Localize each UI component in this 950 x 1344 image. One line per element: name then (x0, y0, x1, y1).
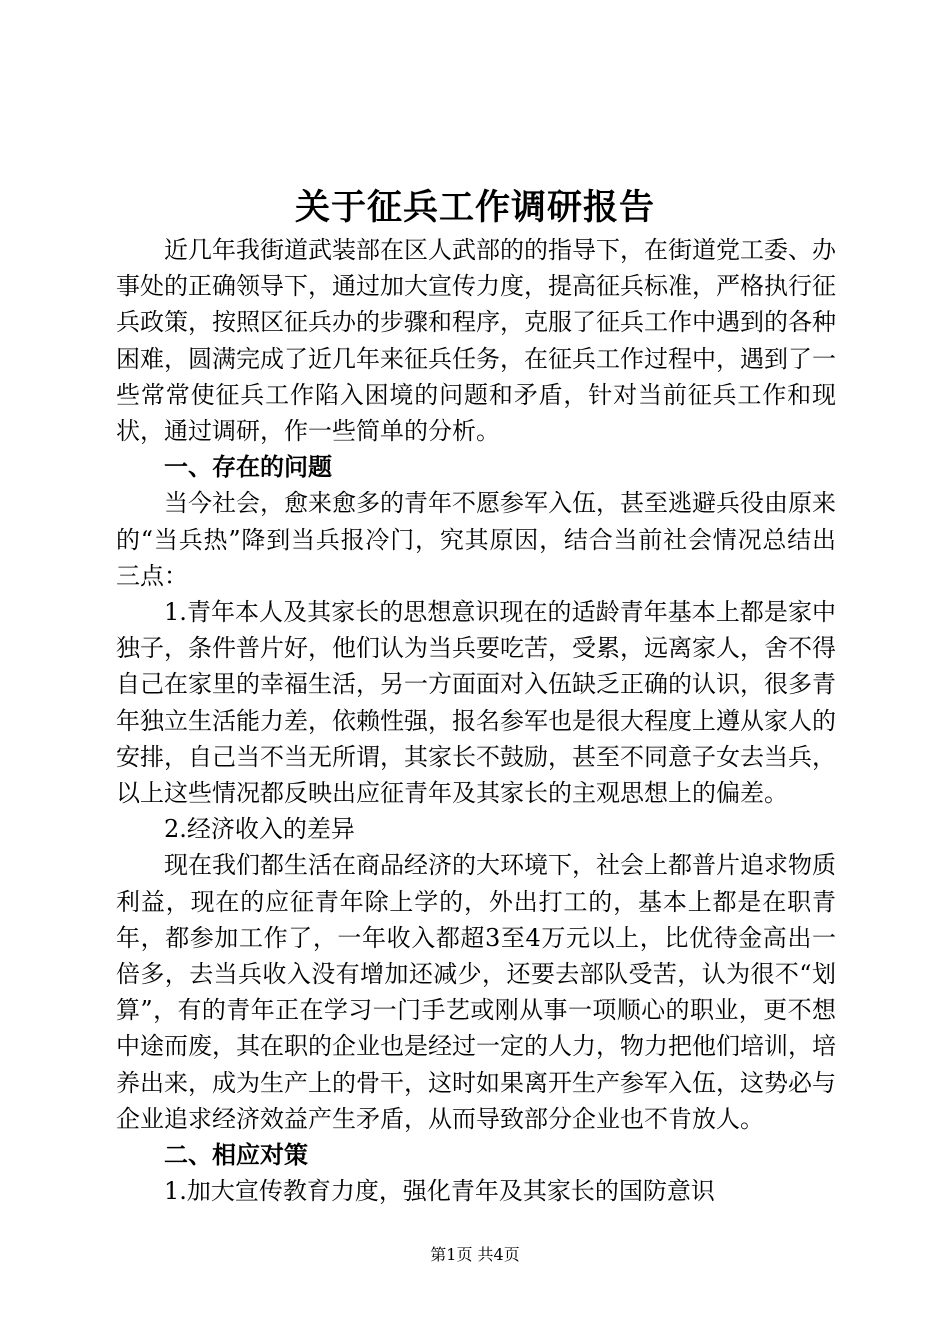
problem-point-1: 1.青年本人及其家长的思想意识现在的适龄青年基本上都是家中独子，条件普片好，他们认为当兵要吃苦，受累，远离家人，舍不得自己在家里的幸福生活，另一方面面对入伍缺乏正确的认识，很多青年独立生活能力差，依赖性强，报名参军也是很大程度上遵从家人的安排，自己当不当无所谓，其家长不鼓励，甚至不同意子女去当兵，以上这些情况都反映出应征青年及其家长的主观思想上的偏差。 (116, 598, 836, 808)
page-footer: 第1页 共4页 (430, 1245, 520, 1264)
document-body (116, 232, 836, 1209)
intro-paragraph: 近几年我街道武装部在区人武部的的指导下，在街道党工委、办事处的正确领导下，通过加大宣传力度，提高征兵标准，严格执行征兵政策，按照区征兵办的步骤和程序，克服了征兵工作中遇到的各种困难，圆满完成了近几年来征兵任务，在征兵工作过程中，遇到了一些常常使征兵工作陷入困境的问题和矛盾，针对当前征兵工作和现状，通过调研，作一些简单的分析。 (116, 236, 836, 446)
problem-point-2-title: 2.经济收入的差异 (164, 815, 355, 844)
problems-lead-paragraph: 当今社会，愈来愈多的青年不愿参军入伍，甚至逃避兵役由原来的“当兵热”降到当兵报冷门，究其原因，结合当前社会情况总结出三点： (116, 489, 836, 590)
countermeasure-point-1-title: 1.加大宣传教育力度，强化青年及其家长的国防意识 (164, 1177, 715, 1206)
document-title: 关于征兵工作调研报告 (294, 188, 655, 228)
section-heading-countermeasures: 二、相应对策 (164, 1141, 308, 1170)
section-heading-problems: 一、存在的问题 (164, 453, 332, 482)
problem-point-2-body: 现在我们都生活在商品经济的大环境下，社会上都普片追求物质利益，现在的应征青年除上学的，外出打工的，基本上都是在职青年，都参加工作了，一年收入都超3至4万元以上，比优待金高出一倍多，去当兵收入没有增加还减少，还要去部队受苦，认为很不“划算”，有的青年正在学习一门手艺或刚从事一项顺心的职业，更不想中途而废，其在职的企业也是经过一定的人力，物力把他们培训，培养出来，成为生产上的骨干，这时如果离开生产参军入伍，这势必与企业追求经济效益产生矛盾，从而导致部分企业也不肯放人。 (116, 851, 836, 1133)
